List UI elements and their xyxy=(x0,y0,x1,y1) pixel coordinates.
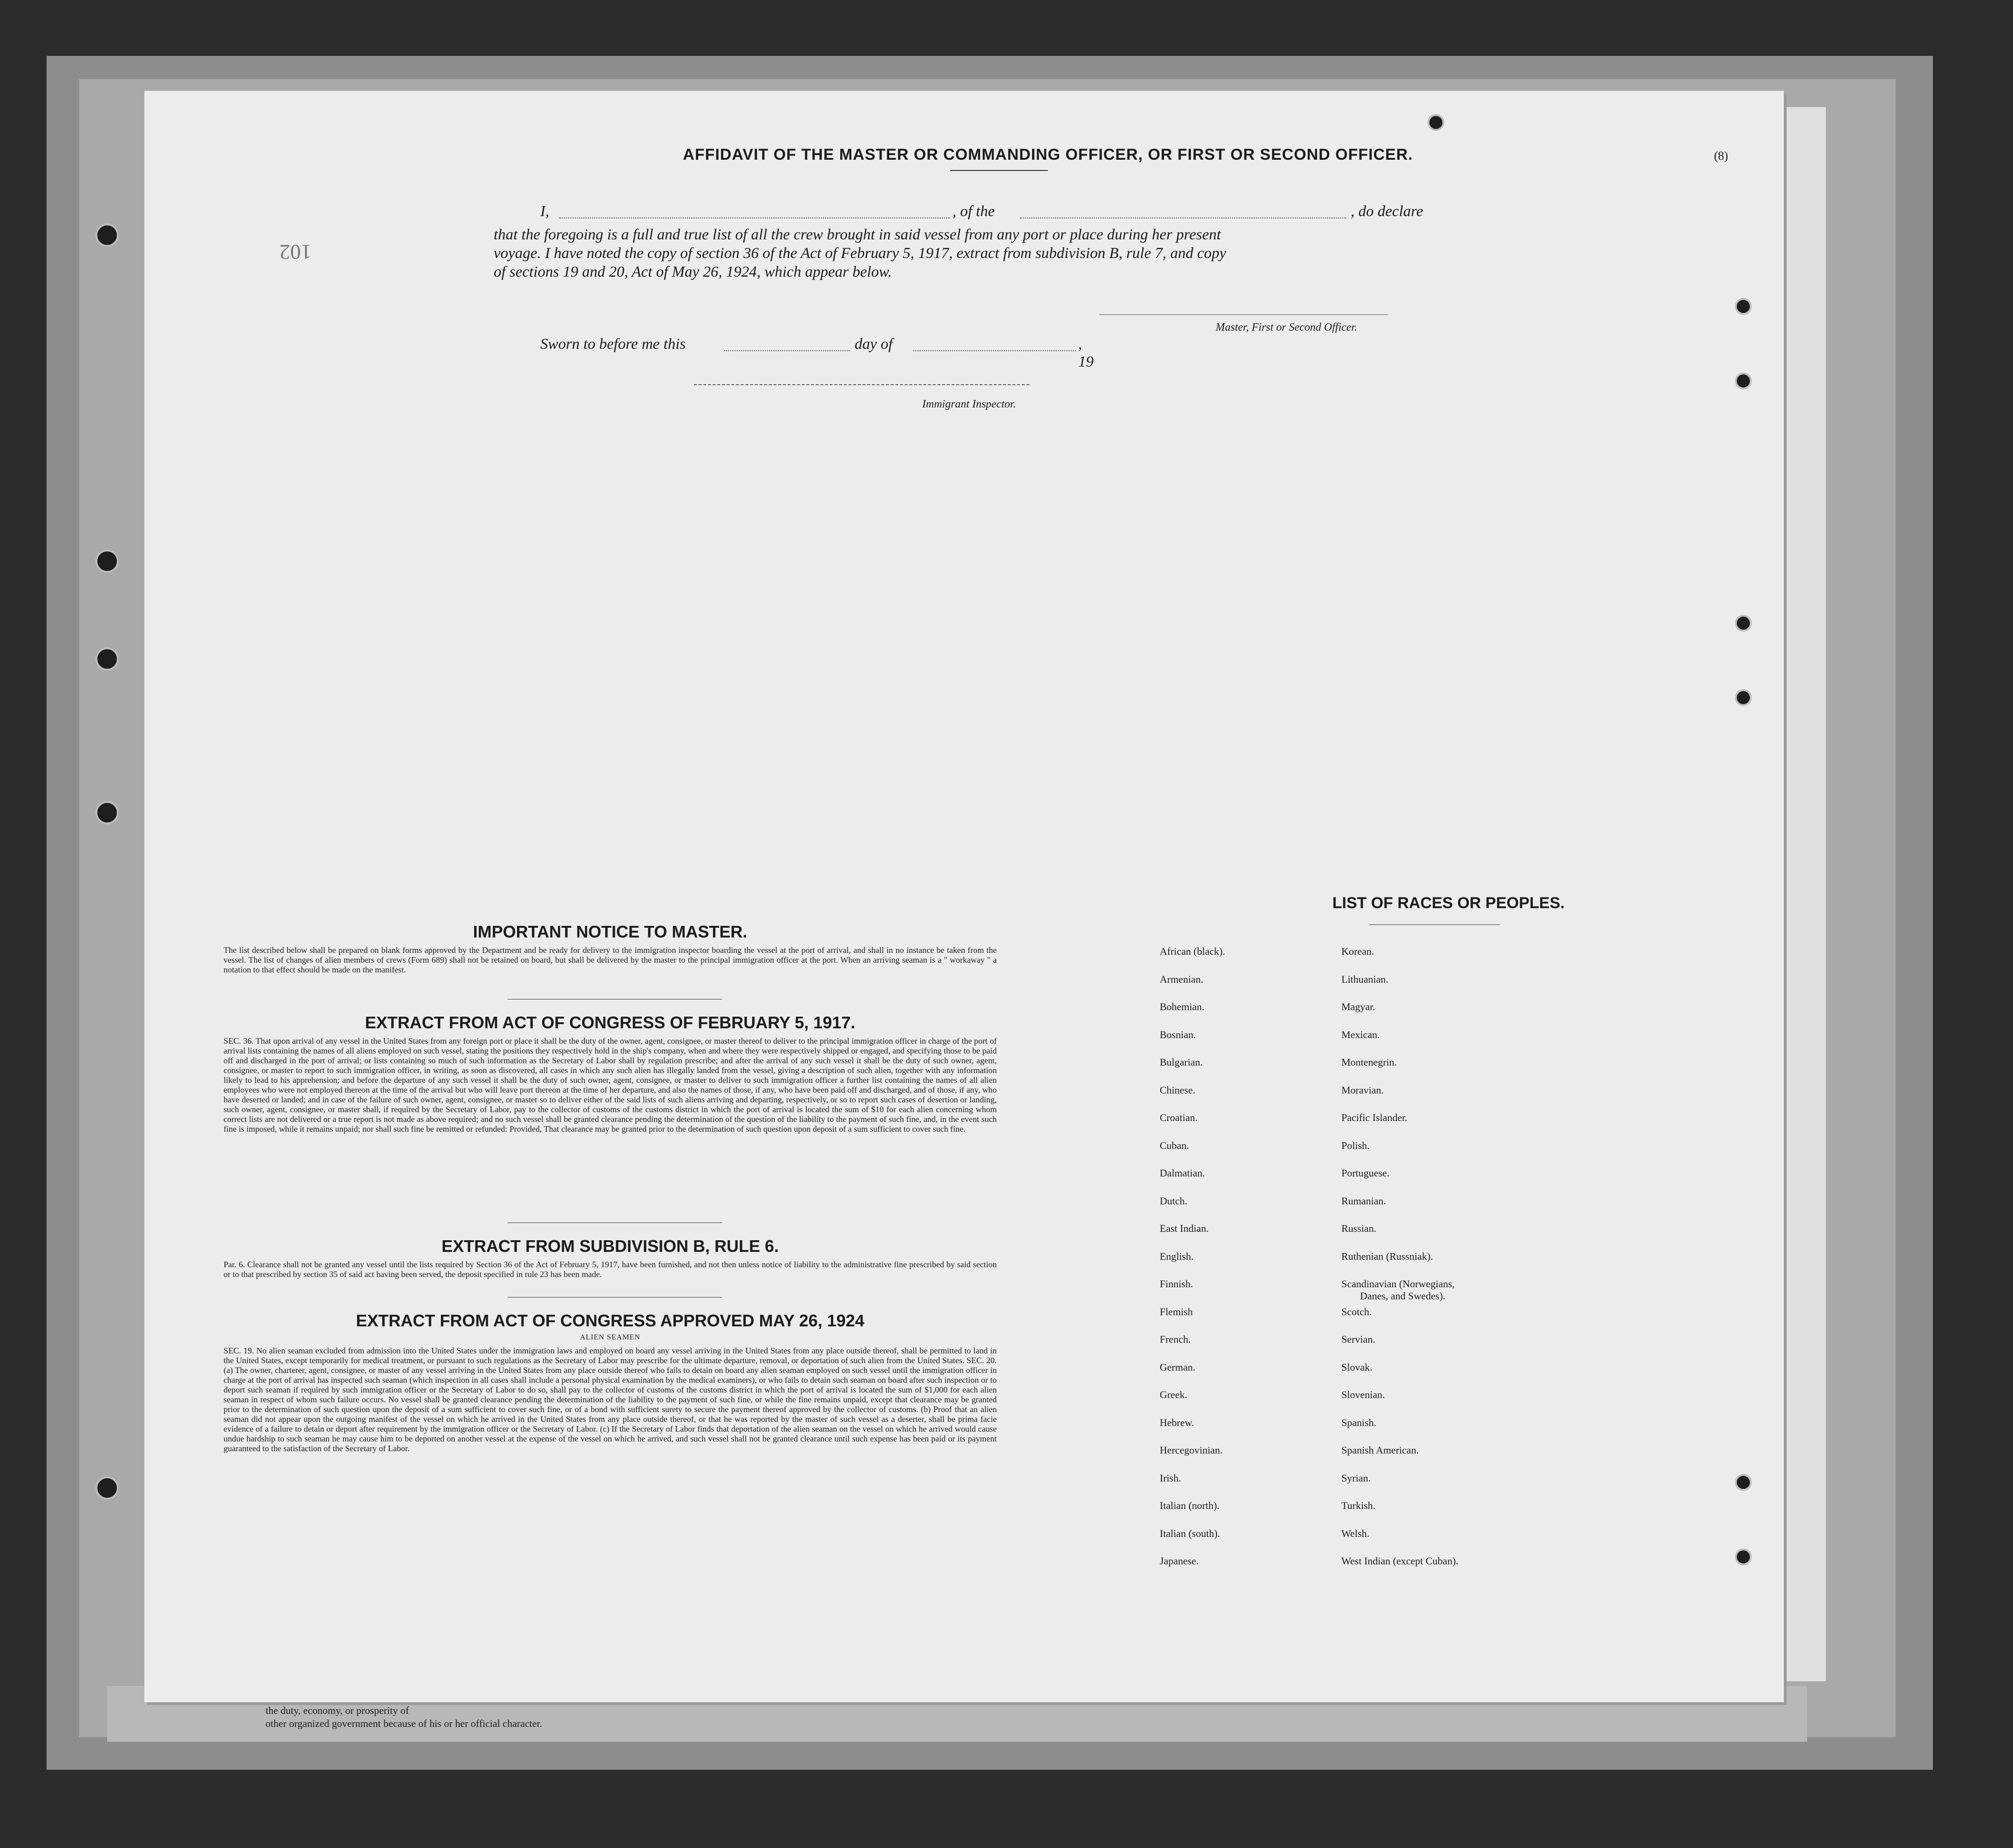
race-item: West Indian (except Cuban). xyxy=(1341,1555,1459,1567)
master-signature-line[interactable] xyxy=(1099,314,1388,315)
race-item: German. xyxy=(1160,1361,1196,1373)
section-rule xyxy=(508,1297,722,1298)
race-item: Spanish. xyxy=(1341,1416,1377,1428)
race-item: Hercegovinian. xyxy=(1160,1444,1223,1456)
declarant-prefix: I, xyxy=(540,203,550,220)
race-item: Ruthenian (Russniak). xyxy=(1341,1250,1433,1262)
race-item: Finnish. xyxy=(1160,1278,1193,1290)
race-item: Dutch. xyxy=(1160,1195,1188,1207)
race-item-continuation: Danes, and Swedes). xyxy=(1360,1290,1446,1302)
sworn-month-field[interactable] xyxy=(913,350,1076,351)
declaration-line-1 xyxy=(540,203,1602,221)
punch-hole xyxy=(95,801,119,824)
race-item: Bulgarian. xyxy=(1160,1056,1203,1068)
document-page xyxy=(144,91,1784,1702)
races-title: LIST OF RACES OR PEOPLES. xyxy=(1332,894,1565,912)
notice-text: The list described below shall be prepared on blank forms approved by the Department and be ready for delivery to the immigration inspector boarding the vessel at the port of arrival, and shall in no instance be taken from the vessel. The list of changes of alien members of crews (Form 689) shall not be retained on board, but shall be delivered by the master to the principal immigration officer at the port. When an arriving seaman is a " workaway " a notation to that effect should be made on the manifest. xyxy=(224,945,997,974)
races-title-rule xyxy=(1369,924,1500,925)
race-item: Croatian. xyxy=(1160,1112,1198,1123)
race-item: Italian (south). xyxy=(1160,1527,1220,1539)
race-item: Spanish American. xyxy=(1341,1444,1419,1456)
punch-hole xyxy=(1735,298,1752,315)
race-item: Lithuanian. xyxy=(1341,973,1388,985)
punch-hole xyxy=(1735,1549,1752,1565)
race-item: Japanese. xyxy=(1160,1555,1199,1567)
race-item: English. xyxy=(1160,1250,1194,1262)
extract-1924-text: SEC. 19. No alien seaman excluded from admission into the United States under the immigration laws and employed on board any vessel arriving in the United States from any place outside thereof, shall be permitted to land in the United States, except temporarily for medical treatment, or pursuant to such regulations as the Secretary of Labor may prescribe for the ultimate departure, removal, or deportation of such alien from the United States. SEC. 20. (a) The owner, charterer, agent, consignee, or master of any vessel arriving in the United States from any place outside thereof who fails to detain on board any alien seaman employed on such vessel until the immigration officer in charge at the port of arrival has inspected such seaman (which inspection in all cases shall include a personal physical examination by the medical examiners), or who fails to detain such seaman on board after such inspection or to deport such seaman if required by such immigration officer or the Secretary of Labor to do so, shall pay to the collector of customs of the customs district in which the port of arrival is located the sum of $1,000 for each alien seaman in respect of whom such failure occurs. No vessel shall be granted clearance pending the determination of the liability to the payment of such fine, or while the fine remains unpaid, except that clearance may be granted prior to the determination of such question upon the deposit of a sum sufficient to cover such fine, or of a bond with sufficient surety to secure the payment thereof approved by the collector of customs. (b) Proof that an alien seaman did not appear upon the outgoing manifest of the vessel on which he arrived in the United States from any place outside thereof, or that he was reported by the master of such vessel as a deserter, shall be prima facie evidence of a failure to detain or deport after requirement by the immigration officer or the Secretary of Labor. (c) If the Secretary of Labor finds that deportation of the alien seaman on the vessel on which he arrived would cause undue hardship to such seaman he may cause him to be deported on another vessel at the expense of the vessel on which he arrived, and such vessel shall not be granted clearance until such expense has been paid or its payment guaranteed to the satisfaction of the Secretary of Labor. xyxy=(224,1346,997,1453)
race-item: Greek. xyxy=(1160,1389,1188,1400)
punch-hole xyxy=(1428,114,1444,131)
extract-1924-title: EXTRACT FROM ACT OF CONGRESS APPROVED MAY 26, 1924 xyxy=(356,1311,864,1330)
corner-mark: (8) xyxy=(1714,149,1728,163)
bottom-margin-text-2: other organized government because of his or her official character. xyxy=(265,1718,543,1729)
race-item: Cuban. xyxy=(1160,1139,1189,1151)
inspector-label: Immigrant Inspector. xyxy=(922,398,1016,410)
page-number: 102 xyxy=(279,240,312,264)
race-item: Chinese. xyxy=(1160,1084,1196,1096)
sworn-text: Sworn to before me this xyxy=(540,336,686,353)
race-item: Russian. xyxy=(1341,1223,1377,1234)
race-item: Bohemian. xyxy=(1160,1001,1204,1012)
extract-1917-title: EXTRACT FROM ACT OF CONGRESS OF FEBRUARY 5, 1917. xyxy=(365,1013,856,1032)
bottom-margin-text-1: the duty, economy, or prosperity of xyxy=(265,1705,409,1716)
race-item: Syrian. xyxy=(1341,1472,1371,1484)
race-item: Hebrew. xyxy=(1160,1416,1194,1428)
punch-hole xyxy=(1735,373,1752,389)
title-rule xyxy=(950,170,1048,171)
punch-hole xyxy=(1735,689,1752,706)
extract-1924-subtitle: ALIEN SEAMEN xyxy=(580,1333,640,1341)
race-item: Flemish xyxy=(1160,1305,1193,1318)
race-item: Slovak. xyxy=(1341,1361,1373,1373)
inspector-signature-line[interactable] xyxy=(694,384,1029,385)
notice-title: IMPORTANT NOTICE TO MASTER. xyxy=(473,922,748,941)
race-item: Italian (north). xyxy=(1160,1500,1220,1511)
race-item: East Indian. xyxy=(1160,1223,1209,1234)
punch-hole xyxy=(1735,615,1752,632)
race-item: Polish. xyxy=(1341,1139,1370,1151)
race-item: Irish. xyxy=(1160,1472,1181,1484)
race-item: Bosnian. xyxy=(1160,1028,1196,1040)
punch-hole xyxy=(95,550,119,573)
race-item: African (black). xyxy=(1160,945,1225,957)
race-item: Welsh. xyxy=(1341,1527,1369,1539)
race-item: Turkish. xyxy=(1341,1500,1376,1511)
race-item: Scandinavian (Norwegians, xyxy=(1341,1278,1455,1290)
do-declare-text: , do declare xyxy=(1351,203,1423,220)
declaration-line-2: that the foregoing is a full and true list of all the crew brought in said vessel from any port or place during her present xyxy=(494,226,1221,243)
race-item: Rumanian. xyxy=(1341,1195,1386,1207)
of-the-text: , of the xyxy=(952,203,995,220)
race-item: Magyar. xyxy=(1341,1001,1375,1012)
extract-1917-text: SEC. 36. That upon arrival of any vessel in the United States from any foreign port or place it shall be the duty of the owner, agent, consignee, or master thereof to deliver to the principal immigration officer in charge of the port of arrival lists containing the names of all aliens employed on such vessel, stating the positions they respectively hold in the ship's company, when and where they were respectively shipped or engaged, and specifying those to be paid off and discharged in the port of arrival; or lists containing so much of such information as the Secretary of Labor shall by regulation prescribe; and after the arrival of any such vessel it shall be the duty of such owner, agent, consignee, or master to report to such immigration officer, in writing, as soon as discovered, all cases in which any such alien has illegally landed from the vessel, giving a description of such alien, together with any information likely to lead to his apprehension; and before the departure of any such vessel it shall be the duty of such owner, agent, consignee, or master to deliver to such immigration officer a further list containing the names of all alien employees who were not employed thereon at the time of the arrival but who will leave port thereon at the time of her departure, and also the names of those, if any, who have been paid off and discharged, and of those, if any, who have deserted or landed; and in case of the failure of such owner, agent, consignee, or master so to deliver either of the said lists of such aliens arriving and departing, respectively, or so to report such cases of desertion or landing, such owner, agent, consignee, or master shall, if required by the Secretary of Labor, pay to the collector of customs of the customs district in which the port of arrival is located the sum of $10 for each alien concerning whom correct lists are not delivered or a true report is not made as above required; and no such vessel shall be granted clearance pending the determination of the question of the liability to the payment of such fine, and, in the event such fine is imposed, while it remains unpaid; nor shall such fine be remitted or refunded: Provided, That clearance may be granted prior to the determination of such question upon deposit of a sum sufficient to cover such fine. xyxy=(224,1036,997,1134)
sworn-day-field[interactable] xyxy=(724,350,850,351)
affidavit-title: AFFIDAVIT OF THE MASTER OR COMMANDING OFFICER, OR FIRST OR SECOND OFFICER. xyxy=(683,146,1413,163)
race-item: Armenian. xyxy=(1160,973,1204,985)
race-item: Moravian. xyxy=(1341,1084,1384,1096)
punch-hole xyxy=(95,1476,119,1500)
master-signature-label: Master, First or Second Officer. xyxy=(1216,321,1357,333)
race-item: French. xyxy=(1160,1333,1191,1345)
race-item: Slovenian. xyxy=(1341,1389,1385,1400)
race-item: Dalmatian. xyxy=(1160,1167,1205,1179)
race-item: Pacific Islander. xyxy=(1341,1112,1408,1123)
year-prefix-text: , 19 xyxy=(1078,336,1094,370)
punch-hole xyxy=(95,647,119,671)
declaration-line-3: voyage. I have noted the copy of section 36 of the Act of February 5, 1917, extract from subdivision B, rule 7, and copy xyxy=(494,245,1226,262)
extract-rule6-text: Par. 6. Clearance shall not be granted any vessel until the lists required by Section 36 of the Act of February 5, 1917, have been furnished, and not then unless notice of liability to the administrative fine prescribed by said section or to that prescribed by section 35 of said act having been served, the deposit specified in rule 23 has been made. xyxy=(224,1260,997,1279)
race-item: Montenegrin. xyxy=(1341,1056,1397,1068)
declarant-name-field[interactable] xyxy=(559,217,950,218)
day-of-text: day of xyxy=(855,336,893,353)
punch-hole xyxy=(1735,1474,1752,1491)
race-item: Portuguese. xyxy=(1341,1167,1390,1179)
declaration-line-4: of sections 19 and 20, Act of May 26, 1924, which appear below. xyxy=(494,264,892,280)
punch-hole xyxy=(95,224,119,247)
race-item: Mexican. xyxy=(1341,1028,1380,1040)
race-item: Korean. xyxy=(1341,945,1374,957)
race-item: Servian. xyxy=(1341,1333,1375,1345)
race-item: Scotch. xyxy=(1341,1305,1372,1318)
sworn-line xyxy=(540,335,1099,370)
vessel-name-field[interactable] xyxy=(1020,217,1346,218)
extract-rule6-title: EXTRACT FROM SUBDIVISION B, RULE 6. xyxy=(441,1237,779,1256)
